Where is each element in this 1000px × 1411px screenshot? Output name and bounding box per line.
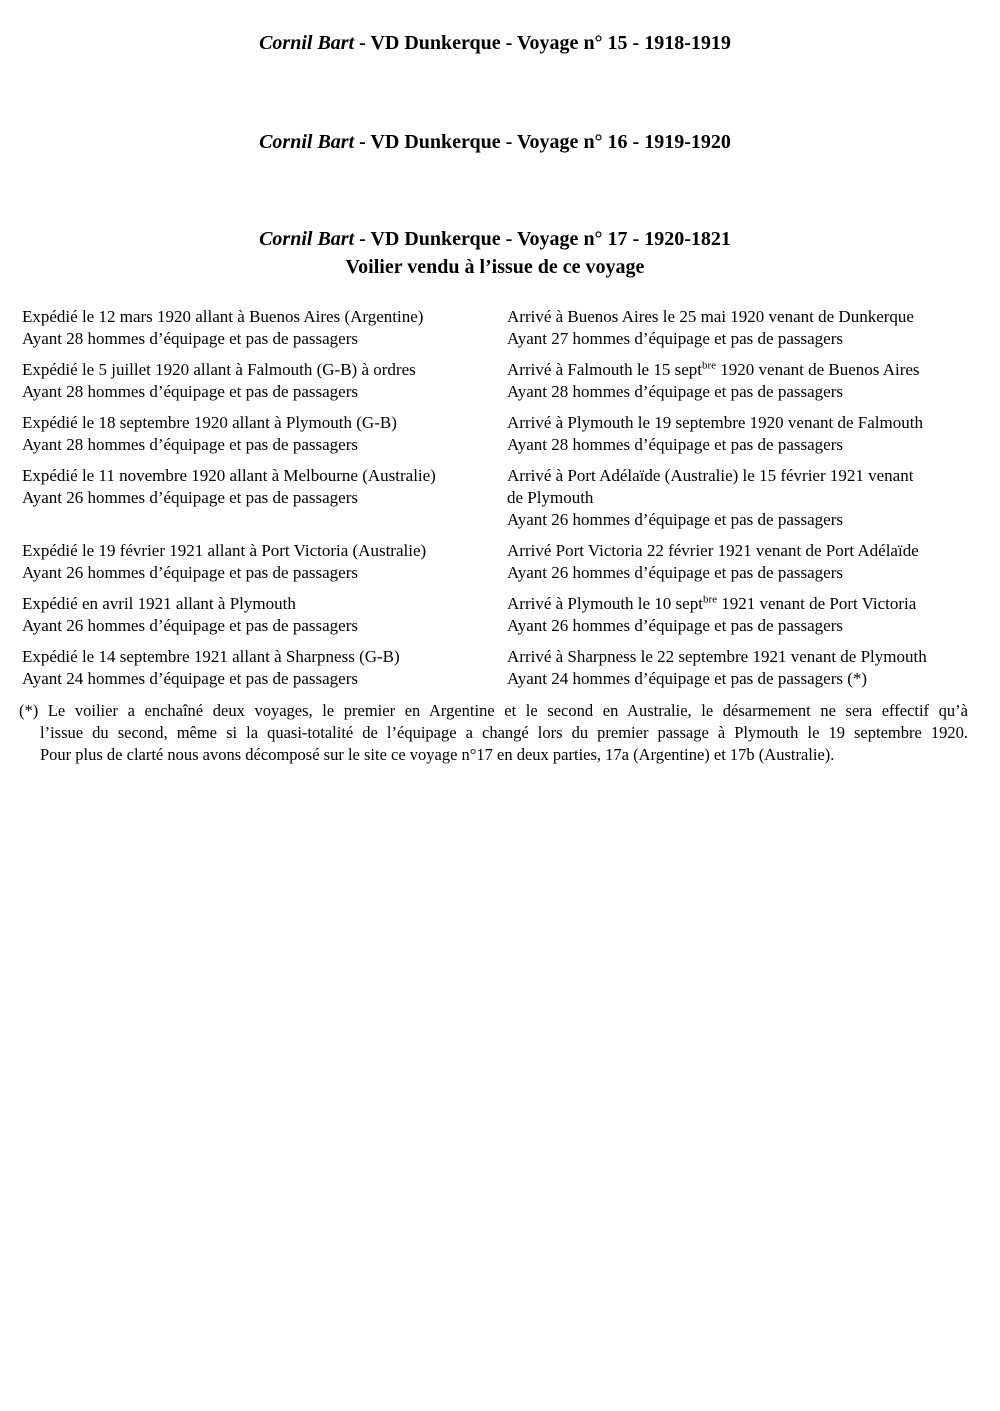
arrival-line: Arrivé Port Victoria 22 février 1921 venant de Port Adélaïde <box>507 541 919 560</box>
voyage-row <box>22 646 968 690</box>
arrival-line-continued: de Plymouth <box>507 488 594 507</box>
voyage-table <box>22 306 968 690</box>
voyage-17-title-rest: - VD Dunkerque - Voyage n° 17 - 1920-1821 <box>354 228 731 250</box>
departure-line: Expédié le 14 septembre 1921 allant à Sharpness (G-B) <box>22 647 400 666</box>
crew-line: Ayant 26 hommes d’équipage et pas de passagers <box>507 563 843 582</box>
footnote-line: (*) Le voilier a enchaîné deux voyages, le premier en Argentine et le second en Australie, le désarmement ne sera effectif qu’à <box>19 701 968 720</box>
crew-line: Ayant 26 hommes d’équipage et pas de passagers <box>507 616 843 635</box>
departure-line: Expédié le 12 mars 1920 allant à Buenos Aires (Argentine) <box>22 307 424 326</box>
arrival-line: Arrivé à Plymouth le 19 septembre 1920 venant de Falmouth <box>507 413 923 432</box>
departure-cell <box>22 465 507 509</box>
crew-line: Ayant 24 hommes d’équipage et pas de passagers <box>22 669 358 688</box>
crew-line: Ayant 28 hommes d’équipage et pas de passagers <box>22 382 358 401</box>
ship-name: Cornil Bart <box>259 131 355 153</box>
voyage-row <box>22 359 968 403</box>
voyage-row <box>22 306 968 350</box>
arrival-text: Arrivé à Falmouth le 15 sept <box>507 360 702 379</box>
departure-cell <box>22 646 507 690</box>
arrival-cell <box>507 465 968 531</box>
ship-name: Cornil Bart <box>259 32 355 54</box>
departure-line: Expédié en avril 1921 allant à Plymouth <box>22 594 296 613</box>
crew-line: Ayant 26 hommes d’équipage et pas de passagers <box>22 616 358 635</box>
arrival-cell <box>507 540 968 584</box>
crew-line: Ayant 28 hommes d’équipage et pas de passagers <box>22 329 358 348</box>
voyage-16-title-rest: - VD Dunkerque - Voyage n° 16 - 1919-1920 <box>354 131 731 153</box>
arrival-cell <box>507 412 968 456</box>
superscript-abbreviation: bre <box>702 359 717 372</box>
voyage-15-title <box>22 32 968 55</box>
crew-line: Ayant 28 hommes d’équipage et pas de passagers <box>507 382 843 401</box>
voyage-row <box>22 593 968 637</box>
crew-line: Ayant 26 hommes d’équipage et pas de passagers <box>22 488 358 507</box>
voyage-row <box>22 465 968 531</box>
arrival-text: 1921 venant de Port Victoria <box>717 594 917 613</box>
departure-cell <box>22 540 507 584</box>
voyage-17-title <box>22 228 968 251</box>
document-content <box>0 32 1000 690</box>
crew-line: Ayant 27 hommes d’équipage et pas de passagers <box>507 329 843 348</box>
arrival-line <box>507 593 968 615</box>
voyage-17-subtitle: Voilier vendu à l’issue de ce voyage <box>345 256 645 278</box>
arrival-cell <box>507 593 968 637</box>
crew-line: Ayant 24 hommes d’équipage et pas de passagers (*) <box>507 669 868 688</box>
arrival-cell <box>507 306 968 350</box>
arrival-text: 1920 venant de Buenos Aires <box>716 360 920 379</box>
departure-line: Expédié le 5 juillet 1920 allant à Falmouth (G-B) à ordres <box>22 360 416 379</box>
departure-cell <box>22 412 507 456</box>
departure-line: Expédié le 11 novembre 1920 allant à Melbourne (Australie) <box>22 466 436 485</box>
departure-line: Expédié le 18 septembre 1920 allant à Plymouth (G-B) <box>22 413 397 432</box>
voyage-row <box>22 540 968 584</box>
departure-cell <box>22 359 507 403</box>
crew-line: Ayant 26 hommes d’équipage et pas de passagers <box>22 563 358 582</box>
ship-name: Cornil Bart <box>259 228 355 250</box>
departure-line: Expédié le 19 février 1921 allant à Port Victoria (Australie) <box>22 541 427 560</box>
footnote-line: Pour plus de clarté nous avons décomposé sur le site ce voyage n°17 en deux parties, 17a (Argentine) et 17b (Australie). <box>40 745 835 764</box>
voyage-15-title-rest: - VD Dunkerque - Voyage n° 15 - 1918-1919 <box>354 32 731 54</box>
footnote <box>19 700 968 766</box>
superscript-abbreviation: bre <box>702 593 717 606</box>
departure-cell <box>22 593 507 637</box>
arrival-text: Arrivé à Plymouth le 10 sept <box>507 594 703 613</box>
arrival-line: Arrivé à Buenos Aires le 25 mai 1920 venant de Dunkerque <box>507 307 914 326</box>
voyage-row <box>22 412 968 456</box>
crew-line: Ayant 28 hommes d’équipage et pas de passagers <box>507 435 843 454</box>
footnote-line: l’issue du second, même si la quasi-totalité de l’équipage a changé lors du premier passage à Plymouth le 19 septembre 1920. <box>40 723 968 742</box>
arrival-line <box>507 359 968 381</box>
departure-cell <box>22 306 507 350</box>
voyage-16-title <box>22 131 968 154</box>
crew-line: Ayant 28 hommes d’équipage et pas de passagers <box>22 435 358 454</box>
arrival-cell <box>507 359 968 403</box>
crew-line: Ayant 26 hommes d’équipage et pas de passagers <box>507 510 843 529</box>
arrival-cell <box>507 646 968 690</box>
arrival-line: Arrivé à Sharpness le 22 septembre 1921 venant de Plymouth <box>507 647 927 666</box>
arrival-line: Arrivé à Port Adélaïde (Australie) le 15 février 1921 venant <box>507 466 914 485</box>
